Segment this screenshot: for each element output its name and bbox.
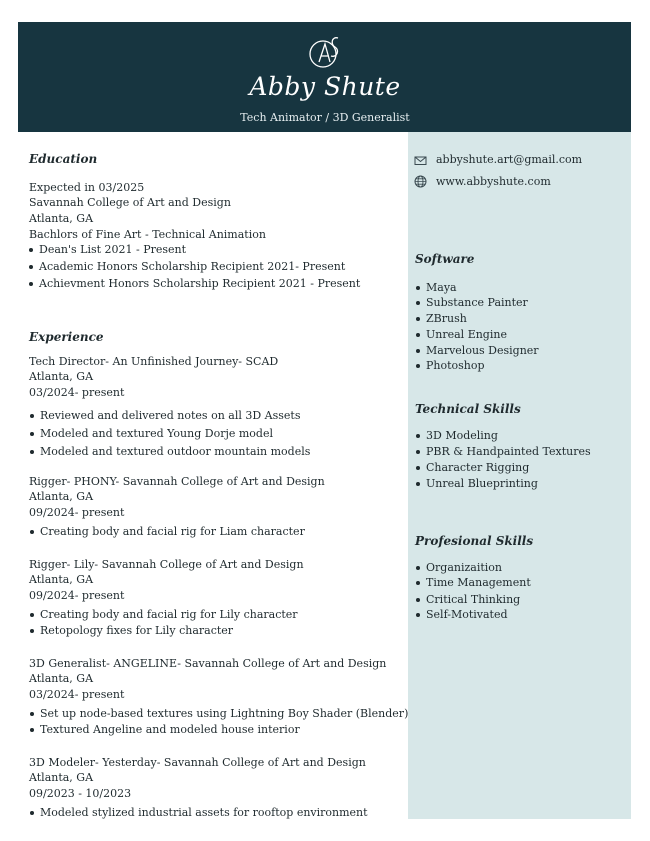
- education-bullet: Achievment Honors Scholarship Recipient 2021 - Present: [39, 277, 361, 290]
- envelope-icon: [414, 154, 427, 167]
- job-bullet: Modeled and textured outdoor mountain models: [40, 445, 311, 458]
- education-heading: Education: [29, 152, 98, 166]
- technical-skill-item: Character Rigging: [426, 461, 530, 474]
- education-line: Expected in 03/2025: [29, 181, 145, 194]
- software-item: ZBrush: [426, 312, 467, 325]
- job-bullet: Textured Angeline and modeled house interior: [40, 723, 300, 736]
- software-item: Unreal Engine: [426, 328, 507, 341]
- education-bullet: Dean's List 2021 - Present: [39, 243, 187, 256]
- software-heading: Software: [415, 252, 475, 266]
- job-location: Atlanta, GA: [29, 370, 94, 383]
- technical-skill-item: Unreal Blueprinting: [426, 477, 538, 490]
- job-bullet: Reviewed and delivered notes on all 3D Assets: [40, 409, 301, 422]
- job-bullet: Creating body and facial rig for Lily character: [40, 608, 298, 621]
- job-bullet: Creating body and facial rig for Liam character: [40, 525, 305, 538]
- email-link[interactable]: abbyshute.art@gmail.com: [436, 153, 583, 166]
- as-monogram-logo: [305, 32, 345, 72]
- job-title: 3D Generalist- ANGELINE- Savannah College of Art and Design: [29, 657, 387, 670]
- job-location: Atlanta, GA: [29, 490, 94, 503]
- software-item: Marvelous Designer: [426, 344, 539, 357]
- education-line: Savannah College of Art and Design: [29, 196, 231, 209]
- software-item: Photoshop: [426, 359, 485, 372]
- job-title: 3D Modeler- Yesterday- Savannah College of Art and Design: [29, 756, 366, 769]
- job-title: Tech Director- An Unfinished Journey- SCAD: [29, 355, 279, 368]
- job-title: Rigger- PHONY- Savannah College of Art and Design: [29, 475, 325, 488]
- job-dates: 03/2024- present: [29, 386, 125, 399]
- professional-skill-item: Time Management: [426, 576, 531, 589]
- professional-skill-item: Critical Thinking: [426, 593, 521, 606]
- job-location: Atlanta, GA: [29, 573, 94, 586]
- job-bullet: Set up node-based textures using Lightning Boy Shader (Blender): [40, 707, 409, 720]
- technical-skills-heading: Technical Skills: [415, 402, 521, 416]
- person-name: Abby Shute: [249, 72, 401, 101]
- technical-skill-item: 3D Modeling: [426, 429, 498, 442]
- job-bullet: Modeled stylized industrial assets for rooftop environment: [40, 806, 368, 819]
- job-dates: 09/2023 - 10/2023: [29, 787, 132, 800]
- job-title: Rigger- Lily- Savannah College of Art and Design: [29, 558, 304, 571]
- experience-heading: Experience: [29, 330, 104, 344]
- job-title: Tech Animator / 3D Generalist: [240, 111, 410, 124]
- professional-skills-heading: Profesional Skills: [415, 534, 534, 548]
- job-dates: 03/2024- present: [29, 688, 125, 701]
- job-bullet: Retopology fixes for Lily character: [40, 624, 234, 637]
- job-dates: 09/2024- present: [29, 589, 125, 602]
- education-line: Atlanta, GA: [29, 212, 94, 225]
- professional-skill-item: Self-Motivated: [426, 608, 508, 621]
- software-item: Substance Painter: [426, 296, 528, 309]
- globe-icon: [414, 175, 427, 188]
- education-line: Bachlors of Fine Art - Technical Animation: [29, 228, 266, 241]
- professional-skill-item: Organizaition: [426, 561, 502, 574]
- website-link[interactable]: www.abbyshute.com: [436, 175, 551, 188]
- job-bullet: Modeled and textured Young Dorje model: [40, 427, 274, 440]
- education-bullet: Academic Honors Scholarship Recipient 2021- Present: [39, 260, 346, 273]
- job-location: Atlanta, GA: [29, 672, 94, 685]
- job-dates: 09/2024- present: [29, 506, 125, 519]
- technical-skill-item: PBR & Handpainted Textures: [426, 445, 591, 458]
- job-location: Atlanta, GA: [29, 771, 94, 784]
- software-item: Maya: [426, 281, 457, 294]
